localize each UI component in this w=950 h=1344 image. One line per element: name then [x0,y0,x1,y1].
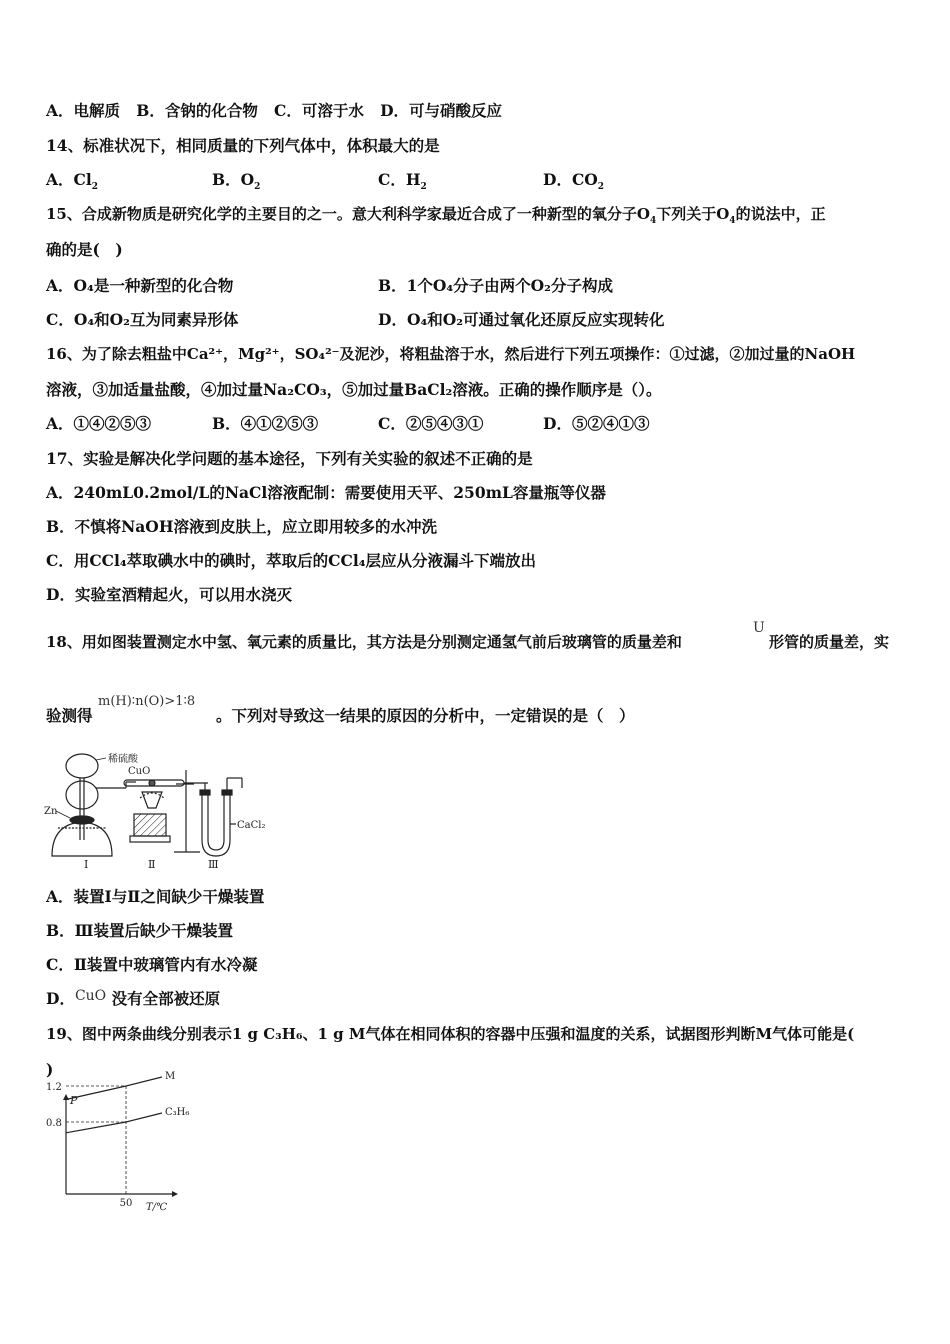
q15-option-c: C．O₄和O₂互为同素异形体 [46,310,239,329]
label-I: Ⅰ [84,858,89,871]
x-axis-label: T/℃ [146,1202,168,1213]
q17-stem: 17、实验是解决化学问题的基本途径，下列有关实验的叙述不正确的是 [46,449,533,468]
q16-option-b: B．④①②⑤③ [212,414,319,433]
q18-option-b: B．Ⅲ装置后缺少干燥装置 [46,921,233,940]
q14-stem: 14、标准状况下，相同质量的下列气体中，体积最大的是 [46,136,440,155]
q16-option-d: D．⑤②④①③ [543,414,650,433]
q18-apparatus-figure [44,748,276,876]
label-cuo: CuO [128,766,151,777]
q16-option-a: A．①④②⑤③ [46,414,152,433]
label-dilute-sulfuric-acid: 稀硫酸 [108,754,138,765]
q18-u-symbol: U [753,620,765,636]
q15-stem-line1: 15、合成新物质是研究化学的主要目的之一。意大利科学家最近合成了一种新型的氧分子$O_4$下列关于$O_4$的说法中，正 [46,205,826,226]
apparatus-I [52,754,136,856]
apparatus-III [200,778,242,856]
series-label-C3H6: C₃H₆ [165,1107,190,1118]
q17-option-a: A．240mL0.2mol/L的NaCl溶液配制：需要使用天平、250mL容量瓶等仪器 [46,483,606,502]
q18-stem-line1-end: 形管的质量差，实 [769,633,890,651]
q19-stem-line1: 19、图中两条曲线分别表示1 g C₃H₆、1 g M气体在相同体积的容器中压强和温度的关系，试据图形判断M气体可能是( [46,1025,855,1043]
q18-ratio: m(H)∶n(O)>1∶8 [98,694,196,709]
q16-option-c: C．②⑤④③① [378,414,484,433]
y-tick-0.8: 0.8 [46,1118,62,1129]
label-III: Ⅲ [208,858,219,871]
label-II: Ⅱ [148,858,156,871]
series-line-C3H6 [66,1113,162,1133]
x-tick-50: 50 [119,1198,133,1209]
q18-stem-line2-end: 。下列对导致这一结果的原因的分析中，一定错误的是（ ） [216,706,635,725]
q18-stem-line1: 18、用如图装置测定水中氢、氧元素的质量比，其方法是分别测定通氢气前后玻璃管的质量差和 [46,633,682,651]
q14-option-a: A．$Cl_2$ [46,170,99,193]
q15-stem-line2: 确的是( ) [46,240,123,259]
q18-option-d: D．CuO 没有全部被还原 [46,988,221,1008]
q16-stem-line2: 溶液，③加适量盐酸，④加过量Na₂CO₃，⑤加过量BaCl₂溶液。正确的操作顺序是（）。 [46,380,662,399]
q16-stem-line1: 16、为了除去粗盐中Ca²⁺，Mg²⁺，SO₄²⁻及泥沙，将粗盐溶于水，然后进行下列五项操作：①过滤，②加过量的NaOH [46,345,856,363]
q14-option-b: B．$O_2$ [212,170,261,193]
q13-option-a: A．电解质 [46,101,121,120]
q13-option-c: C．可溶于水 [274,101,364,120]
q14-option-c: C．$H_2$ [378,170,427,193]
q17-option-c: C．用CCl₄萃取碘水中的碘时，萃取后的CCl₄层应从分液漏斗下端放出 [46,551,537,570]
q13-options [46,101,502,121]
q19-stem-line2: ) [46,1060,54,1079]
q18-option-c: C．Ⅱ装置中玻璃管内有水冷凝 [46,955,258,974]
q13-option-b: B．含钠的化合物 [136,101,258,120]
q18-stem-line2: 验测得 [46,706,93,725]
q19-pressure-temperature-chart [44,1071,190,1216]
y-tick-1.2: 1.2 [46,1082,62,1093]
label-cacl2: CaCl₂ [237,820,266,831]
series-label-M: M [165,1071,176,1082]
label-zn: Zn [44,806,58,817]
q18-option-d-formula: CuO [74,988,107,1004]
q13-option-d: D．可与硝酸反应 [380,101,503,120]
x-axis-arrow [172,1191,178,1197]
q14-option-d: D．$CO_2$ [543,170,605,193]
q15-option-d: D．O₄和O₂可通过氧化还原反应实现转化 [378,310,665,329]
q17-option-d: D．实验室酒精起火，可以用水浇灭 [46,585,292,604]
q17-option-b: B．不慎将NaOH溶液到皮肤上，应立即用较多的水冲洗 [46,517,437,536]
y-axis-label: P [70,1094,78,1107]
q18-option-a: A．装置Ⅰ与Ⅱ之间缺少干燥装置 [46,887,265,906]
series-line-M [66,1077,162,1100]
apparatus-II [124,770,208,852]
q15-option-b: B．1个O₄分子由两个O₂分子构成 [378,276,613,295]
q15-option-a: A．O₄是一种新型的化合物 [46,276,234,295]
